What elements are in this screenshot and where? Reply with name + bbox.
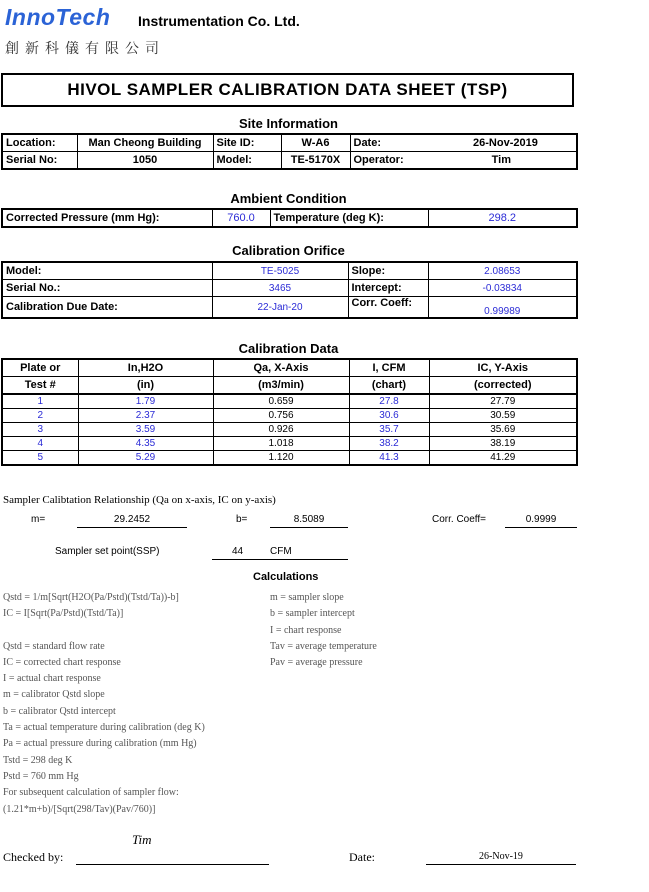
calc-note: Qstd = standard flow rate (3, 640, 105, 652)
calc-note: Pa = actual pressure during calibration (mm Hg) (3, 738, 197, 750)
calc-note: b = sampler intercept (270, 608, 355, 620)
site-id-label: Site ID: (213, 134, 281, 152)
ic-value: 27.79 (429, 394, 577, 409)
company-name: Instrumentation Co. Ltd. (138, 13, 300, 29)
calc-note: m = sampler slope (270, 592, 344, 603)
m-value: 29.2452 (113, 514, 151, 525)
test-number: 4 (2, 437, 78, 451)
calc-notes-left (3, 590, 205, 818)
corr-coeff-rel-value: 0.9999 (525, 514, 557, 525)
site-info-heading: Site Information (239, 116, 338, 131)
ssp-underline (212, 559, 348, 560)
calc-note: Qstd = 1/m[Sqrt(H2O(Pa/Pstd)(Tstd/Ta))-b] (3, 592, 179, 603)
table-row (2, 423, 577, 437)
cal-data-heading: Calibration Data (238, 341, 339, 356)
col-subheader: (corrected) (429, 377, 577, 395)
footer-date-value: 26-Nov-19 (479, 851, 523, 862)
orifice-table (1, 261, 578, 319)
calc-note: m = calibrator Qstd slope (3, 689, 105, 701)
location-value: Man Cheong Building (77, 134, 213, 152)
col-subheader: (chart) (349, 377, 429, 395)
qa-value: 0.659 (213, 394, 349, 409)
i-cfm: 35.7 (349, 423, 429, 437)
qa-value: 0.926 (213, 423, 349, 437)
calc-note: b = calibrator Qstd intercept (3, 705, 116, 717)
intercept-label: Intercept: (348, 280, 428, 297)
col-header: In,H2O (78, 359, 213, 377)
calc-note: (1.21*m+b)/[Sqrt(298/Tav)(Pav/760)] (3, 803, 156, 815)
serial-value: 1050 (77, 152, 213, 170)
cal-header-row-2 (2, 377, 577, 395)
m-underline (77, 527, 187, 528)
date-label: Date: (353, 137, 382, 149)
col-subheader: Test # (2, 377, 78, 395)
cal-header-row-1 (2, 359, 577, 377)
orifice-heading: Calibration Orifice (232, 243, 345, 258)
company-logo: InnoTech (5, 4, 111, 30)
i-cfm: 30.6 (349, 409, 429, 423)
m-label: m= (31, 514, 46, 525)
in-h2o: 4.35 (78, 437, 213, 451)
col-subheader: (m3/min) (213, 377, 349, 395)
ambient-heading: Ambient Condition (230, 191, 347, 206)
col-header: IC, Y-Axis (429, 359, 577, 377)
operator-cell (350, 152, 577, 170)
footer-date-line (426, 864, 576, 865)
b-underline (270, 527, 348, 528)
calc-note: Ta = actual temperature during calibration (deg K) (3, 722, 205, 734)
col-header: I, CFM (349, 359, 429, 377)
footer-date-label: Date: (349, 850, 375, 864)
pressure-value: 760.0 (212, 209, 270, 227)
orifice-serial-label: Serial No.: (2, 280, 212, 297)
qa-value: 1.018 (213, 437, 349, 451)
orifice-serial-value: 3465 (212, 280, 348, 297)
table-row (2, 409, 577, 423)
slope-value: 2.08653 (428, 262, 577, 280)
qa-value: 1.120 (213, 451, 349, 466)
corr-underline (505, 527, 577, 528)
in-h2o: 5.29 (78, 451, 213, 466)
b-label: b= (236, 514, 248, 525)
site-id-value: W-A6 (281, 134, 350, 152)
corr-coeff-label: Corr. Coeff: (348, 297, 428, 319)
page-title: HIVOL SAMPLER CALIBRATION DATA SHEET (TSP) (1, 73, 574, 107)
calc-note: IC = corrected chart response (3, 656, 121, 668)
calculations-heading: Calculations (253, 571, 319, 583)
ssp-unit: CFM (270, 546, 292, 557)
calc-note: For subsequent calculation of sampler flow: (3, 787, 179, 799)
ic-value: 30.59 (429, 409, 577, 423)
test-number: 5 (2, 451, 78, 466)
calc-note: IC = I[Sqrt(Pa/Pstd)(Tstd/Ta)] (3, 608, 124, 620)
slope-label: Slope: (348, 262, 428, 280)
calc-note: Tstd = 298 deg K (3, 754, 73, 766)
orifice-model-value: TE-5025 (212, 262, 348, 280)
qa-value: 0.756 (213, 409, 349, 423)
table-row (2, 394, 577, 409)
checked-by-label: Checked by: (3, 850, 64, 864)
corr-coeff-rel-label: Corr. Coeff= (432, 514, 487, 525)
calc-note: Pav = average pressure (270, 657, 363, 669)
test-number: 3 (2, 423, 78, 437)
ic-value: 35.69 (429, 423, 577, 437)
in-h2o: 1.79 (78, 394, 213, 409)
in-h2o: 2.37 (78, 409, 213, 423)
signature: Tim (132, 832, 152, 847)
model-label: Model: (213, 152, 281, 170)
due-date-value: 22-Jan-20 (212, 297, 348, 319)
table-row (2, 451, 577, 466)
date-cell (350, 134, 577, 152)
calc-note: I = actual chart response (3, 673, 101, 685)
date-value: 26-Nov-2019 (473, 137, 538, 149)
relationship-title: Sampler Calibtation Relationship (Qa on x-axis, IC on y-axis) (3, 494, 276, 506)
checked-by-line (76, 864, 269, 865)
cal-data-table (1, 358, 578, 466)
calc-note: Pstd = 760 mm Hg (3, 770, 79, 782)
table-row (2, 437, 577, 451)
calc-note: I = chart response (270, 624, 342, 636)
intercept-value: -0.03834 (428, 280, 577, 297)
calc-note-spacer (3, 623, 205, 639)
ssp-label: Sampler set point(SSP) (55, 546, 160, 557)
temperature-value: 298.2 (428, 209, 577, 227)
col-subheader: (in) (78, 377, 213, 395)
calc-note: Tav = average temperature (270, 640, 377, 652)
temperature-label: Temperature (deg K): (270, 209, 428, 227)
orifice-model-label: Model: (2, 262, 212, 280)
col-header: Plate or (2, 359, 78, 377)
site-info-table (1, 133, 578, 170)
operator-label: Operator: (353, 154, 404, 166)
i-cfm: 38.2 (349, 437, 429, 451)
location-label: Location: (2, 134, 77, 152)
col-header: Qa, X-Axis (213, 359, 349, 377)
b-value: 8.5089 (293, 514, 325, 525)
i-cfm: 27.8 (349, 394, 429, 409)
model-value: TE-5170X (281, 152, 350, 170)
in-h2o: 3.59 (78, 423, 213, 437)
ambient-table (1, 208, 578, 228)
due-date-label: Calibration Due Date: (2, 297, 212, 319)
calc-notes-right (270, 590, 377, 671)
test-number: 2 (2, 409, 78, 423)
i-cfm: 41.3 (349, 451, 429, 466)
test-number: 1 (2, 394, 78, 409)
ic-value: 41.29 (429, 451, 577, 466)
ic-value: 38.19 (429, 437, 577, 451)
ssp-value: 44 (232, 546, 244, 557)
pressure-label: Corrected Pressure (mm Hg): (2, 209, 212, 227)
operator-value: Tim (491, 154, 511, 166)
serial-label: Serial No: (2, 152, 77, 170)
company-chinese-name: 創新科儀有限公司 (5, 41, 165, 57)
corr-coeff-value: 0.99989 (428, 297, 577, 319)
